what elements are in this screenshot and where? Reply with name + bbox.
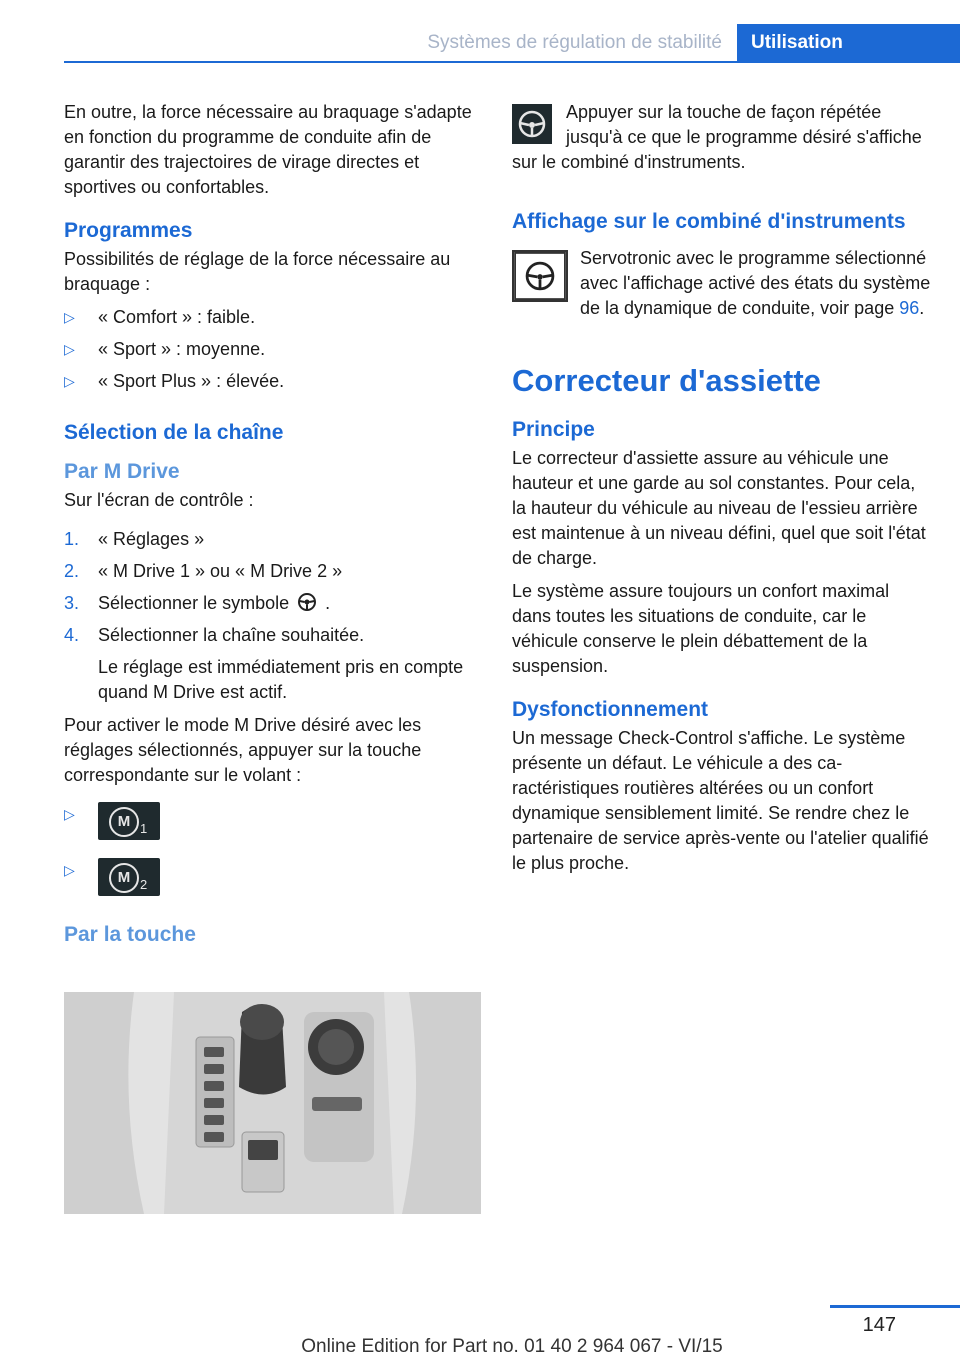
- triangle-bullet-icon: ▷: [64, 309, 75, 325]
- header-rule: [64, 61, 960, 63]
- list-item: ▷ « Sport Plus » : élevée.: [64, 369, 482, 394]
- activate-text: Pour activer le mode M Drive désiré avec les réglages sélectionnés, appuyer sur la touche correspondante sur le volant :: [64, 715, 422, 785]
- steering-wheel-display-icon: [512, 250, 568, 302]
- programmes-heading: Programmes: [64, 219, 193, 242]
- edition-footer: Online Edition for Part no. 01 40 2 964 067 - VI/15: [301, 1336, 723, 1357]
- steering-wheel-icon: [297, 592, 317, 612]
- programmes-text: Possibilités de réglage de la force nécessaire au braquage :: [64, 249, 451, 294]
- footer-rule: [830, 1305, 960, 1308]
- center-console-photo: [64, 992, 481, 1214]
- list-item: [64, 802, 482, 840]
- dysfonctionnement-heading: Dysfonctionnement: [512, 698, 709, 721]
- principe-paragraph-2: Le système assure toujours un confort maximal dans toutes les situations de conduite, car le véhicule conserve le plein débattement de la suspension.: [512, 581, 890, 676]
- principe-heading: Principe: [512, 418, 595, 441]
- triangle-bullet-icon: ▷: [64, 341, 75, 357]
- mdrive-heading: Par M Drive: [64, 460, 180, 483]
- principe-paragraph-1: Le correcteur d'assiette assure au véhicule une hauteur et une garde au sol constantes. Pour cela, la hauteur du véhicule au niveau de l'essieu arrière est maintenue à un niveau défini, quel que soit l'état de charge.: [512, 448, 926, 568]
- list-item: ▷ « Sport » : moyenne.: [64, 337, 482, 362]
- steering-wheel-button-icon: [512, 104, 552, 144]
- servotronic-text: Servotronic avec le programme sélectionné avec l'affichage activé des états du système de la dynamique de conduite, voir page 96.: [580, 248, 931, 318]
- mdrive-buttons-list: [64, 802, 482, 896]
- m-drive-2-button-icon: M 2: [98, 858, 160, 896]
- intro-paragraph: En outre, la force nécessaire au braquage s'adapte en fonction du programme de conduite afin de garantir des trajectoires de virage directes et sportives ou confortables.: [64, 102, 472, 197]
- triangle-bullet-icon: ▷: [64, 373, 75, 389]
- list-item: 4. Sélectionner la chaîne souhaitée. Le réglage est immédiatement pris en compte quand M Drive est actif.: [64, 623, 482, 705]
- dysfonctionnement-text: Un message Check-Control s'affiche. Le système présente un défaut. Le véhicule a des caractéristiques routières altérées ou un confort dynamique sensiblement limité. Se rendre chez le partenaire de service après-vente ou l'atelier qualifié le plus proche.: [512, 728, 929, 873]
- correcteur-heading: Correcteur d'assiette: [512, 363, 821, 398]
- right-column: [512, 100, 932, 884]
- m-drive-1-button-icon: M 1: [98, 802, 160, 840]
- display-heading: Affichage sur le combiné d'instruments: [512, 210, 906, 233]
- chapter-tab: Utilisation: [737, 24, 960, 62]
- page-number: 147: [862, 1314, 896, 1336]
- par-touche-heading: Par la touche: [64, 923, 196, 946]
- page-header: [0, 0, 960, 64]
- console-illustration: [64, 992, 481, 1214]
- press-block: [512, 100, 932, 183]
- selection-heading: Sélection de la chaîne: [64, 421, 284, 444]
- list-item: 2. « M Drive 1 » ou « M Drive 2 »: [64, 561, 343, 581]
- press-text: Appuyer sur la touche de façon répétée jusqu'à ce que le programme désiré s'affiche sur le combiné d'instruments.: [512, 102, 922, 172]
- list-item: 3. Sélectionner le symbole .: [64, 593, 331, 613]
- triangle-bullet-icon: ▷: [64, 806, 75, 822]
- list-item: ▷ « Comfort » : faible.: [64, 305, 482, 330]
- list-item: 1. « Réglages »: [64, 529, 205, 549]
- section-title: Systèmes de régulation de stabilité: [427, 32, 722, 53]
- programmes-list: [64, 305, 482, 394]
- list-item: [64, 858, 482, 896]
- step-note: Le réglage est immédiatement pris en compte quand M Drive est actif.: [98, 657, 464, 702]
- triangle-bullet-icon: ▷: [64, 862, 75, 878]
- servotronic-block: [512, 246, 932, 329]
- page-link[interactable]: 96: [899, 298, 920, 318]
- left-column: [64, 100, 482, 951]
- steps-list: [64, 527, 482, 705]
- mdrive-text: Sur l'écran de contrôle :: [64, 490, 254, 510]
